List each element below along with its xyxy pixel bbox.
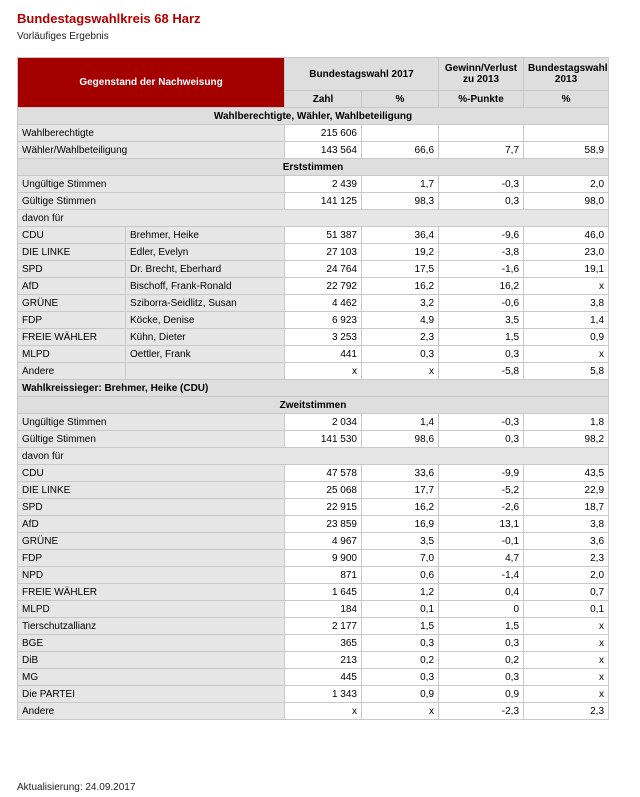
value-pct: 17,5 (362, 261, 439, 278)
value-pct2013: 1,8 (524, 414, 609, 431)
value-pct2013: 0,1 (524, 601, 609, 618)
party-name: Die PARTEI (18, 686, 285, 703)
row-label: Gültige Stimmen (18, 431, 285, 448)
party-name: FREIE WÄHLER (18, 329, 126, 346)
table-row (18, 703, 609, 720)
header-gewinn: Gewinn/Verlust zu 2013 (439, 58, 524, 91)
party-name: FDP (18, 312, 126, 329)
row-label: Wahlberechtigte (18, 125, 285, 142)
value-zahl: 24 764 (285, 261, 362, 278)
table-row (18, 635, 609, 652)
party-name: CDU (18, 227, 126, 244)
value-diff: -3,8 (439, 244, 524, 261)
party-name: SPD (18, 499, 285, 516)
value-zahl: 445 (285, 669, 362, 686)
table-row (18, 601, 609, 618)
value-zahl: x (285, 703, 362, 720)
value-zahl: 2 439 (285, 176, 362, 193)
value-pct2013: 98,2 (524, 431, 609, 448)
value-zahl: 27 103 (285, 244, 362, 261)
value-pct: 16,2 (362, 499, 439, 516)
party-name: MG (18, 669, 285, 686)
page-title: Bundestagswahlkreis 68 Harz (17, 11, 201, 26)
table-row (18, 686, 609, 703)
value-pct: 0,3 (362, 346, 439, 363)
table-row (18, 584, 609, 601)
value-zahl: 1 645 (285, 584, 362, 601)
value-zahl: 9 900 (285, 550, 362, 567)
value-pct2013: 5,8 (524, 363, 609, 380)
value-pct: 0,1 (362, 601, 439, 618)
table-row (18, 618, 609, 635)
table-row (18, 312, 609, 329)
value-pct: 36,4 (362, 227, 439, 244)
value-diff: -0,3 (439, 414, 524, 431)
value-pct: 1,4 (362, 414, 439, 431)
candidate-name: Sziborra-Seidlitz, Susan (126, 295, 285, 312)
value-diff: 0,4 (439, 584, 524, 601)
value-diff: 1,5 (439, 618, 524, 635)
header-bw2013: Bundestagswahl 2013 (524, 58, 609, 91)
value-diff: -5,2 (439, 482, 524, 499)
table-row (18, 516, 609, 533)
winner-row: Wahlkreissieger: Brehmer, Heike (CDU) (18, 380, 609, 397)
value-zahl: 51 387 (285, 227, 362, 244)
davon-label: davon für (18, 210, 609, 227)
value-pct2013: 1,4 (524, 312, 609, 329)
value-pct: 19,2 (362, 244, 439, 261)
value-pct2013: 3,6 (524, 533, 609, 550)
value-pct: 98,6 (362, 431, 439, 448)
party-name: DIE LINKE (18, 482, 285, 499)
value-pct: 2,3 (362, 329, 439, 346)
value-diff: 0,3 (439, 346, 524, 363)
value-pct2013: 2,0 (524, 176, 609, 193)
value-diff: -1,6 (439, 261, 524, 278)
value-pct: 7,0 (362, 550, 439, 567)
candidate-name: Bischoff, Frank-Ronald (126, 278, 285, 295)
value-pct2013: x (524, 278, 609, 295)
table-row (18, 652, 609, 669)
value-zahl: 141 530 (285, 431, 362, 448)
section-erststimmen: Erststimmen (18, 159, 609, 176)
value-diff: 7,7 (439, 142, 524, 159)
table-row (18, 567, 609, 584)
value-pct: x (362, 363, 439, 380)
value-pct: 4,9 (362, 312, 439, 329)
value-diff: -0,6 (439, 295, 524, 312)
value-diff: -2,6 (439, 499, 524, 516)
table-row (18, 346, 609, 363)
value-pct: 66,6 (362, 142, 439, 159)
results-table (17, 57, 609, 720)
section-row (18, 397, 609, 414)
value-diff: -0,1 (439, 533, 524, 550)
value-pct2013 (524, 125, 609, 142)
value-diff: 0,3 (439, 635, 524, 652)
table-row (18, 414, 609, 431)
value-diff: -5,8 (439, 363, 524, 380)
value-pct: x (362, 703, 439, 720)
header-pct2013: % (524, 91, 609, 108)
value-pct: 0,3 (362, 635, 439, 652)
party-name: FREIE WÄHLER (18, 584, 285, 601)
value-diff (439, 125, 524, 142)
party-name: Andere (18, 703, 285, 720)
value-pct2013: x (524, 346, 609, 363)
header-punkte: %-Punkte (439, 91, 524, 108)
party-name: FDP (18, 550, 285, 567)
table-row (18, 295, 609, 312)
section-wahlberechtigte: Wahlberechtigte, Wähler, Wahlbeteiligung (18, 108, 609, 125)
value-pct2013: x (524, 686, 609, 703)
value-pct: 0,3 (362, 669, 439, 686)
value-zahl: 4 967 (285, 533, 362, 550)
header-bw2017: Bundestagswahl 2017 (285, 58, 439, 91)
party-name: DIE LINKE (18, 244, 126, 261)
candidate-name: Kühn, Dieter (126, 329, 285, 346)
value-zahl: 213 (285, 652, 362, 669)
value-zahl: 2 034 (285, 414, 362, 431)
candidate-name: Oettler, Frank (126, 346, 285, 363)
row-label: Wähler/Wahlbeteiligung (18, 142, 285, 159)
table-row (18, 227, 609, 244)
value-zahl: x (285, 363, 362, 380)
table-row (18, 278, 609, 295)
value-pct2013: 98,0 (524, 193, 609, 210)
value-pct2013: 2,3 (524, 703, 609, 720)
section-zweitstimmen: Zweitstimmen (18, 397, 609, 414)
value-pct2013: 2,3 (524, 550, 609, 567)
update-footer: Aktualisierung: 24.09.2017 (17, 782, 136, 793)
party-name: DiB (18, 652, 285, 669)
value-diff: 0,9 (439, 686, 524, 703)
table-row (18, 244, 609, 261)
value-zahl: 22 792 (285, 278, 362, 295)
header-pct: % (362, 91, 439, 108)
value-pct2013: 43,5 (524, 465, 609, 482)
row-label: Ungültige Stimmen (18, 414, 285, 431)
value-pct2013: 0,7 (524, 584, 609, 601)
table-row (18, 261, 609, 278)
table-row (18, 465, 609, 482)
value-diff: 1,5 (439, 329, 524, 346)
value-diff: -9,6 (439, 227, 524, 244)
row-label: Gültige Stimmen (18, 193, 285, 210)
value-pct: 16,2 (362, 278, 439, 295)
party-name: NPD (18, 567, 285, 584)
table-row (18, 142, 609, 159)
value-diff: 0,3 (439, 431, 524, 448)
value-pct: 1,2 (362, 584, 439, 601)
candidate-name (126, 363, 285, 380)
party-name: CDU (18, 465, 285, 482)
value-pct2013: 3,8 (524, 516, 609, 533)
value-zahl: 3 253 (285, 329, 362, 346)
table-row (18, 176, 609, 193)
row-label: Ungültige Stimmen (18, 176, 285, 193)
party-name: MLPD (18, 601, 285, 618)
value-diff: 0,2 (439, 652, 524, 669)
value-zahl: 365 (285, 635, 362, 652)
value-diff: 13,1 (439, 516, 524, 533)
value-pct (362, 125, 439, 142)
value-diff: -9,9 (439, 465, 524, 482)
value-pct2013: 3,8 (524, 295, 609, 312)
table-row (18, 499, 609, 516)
value-zahl: 871 (285, 567, 362, 584)
candidate-name: Dr. Brecht, Eberhard (126, 261, 285, 278)
value-diff: 16,2 (439, 278, 524, 295)
table-row (18, 482, 609, 499)
value-zahl: 47 578 (285, 465, 362, 482)
party-name: AfD (18, 278, 126, 295)
value-diff: 0,3 (439, 669, 524, 686)
value-pct2013: x (524, 635, 609, 652)
table-row (18, 550, 609, 567)
value-zahl: 25 068 (285, 482, 362, 499)
party-name: AfD (18, 516, 285, 533)
section-row (18, 159, 609, 176)
value-diff: -1,4 (439, 567, 524, 584)
value-diff: -2,3 (439, 703, 524, 720)
value-pct2013: x (524, 652, 609, 669)
value-zahl: 441 (285, 346, 362, 363)
value-pct: 0,2 (362, 652, 439, 669)
table-row (18, 363, 609, 380)
value-pct: 0,6 (362, 567, 439, 584)
value-zahl: 2 177 (285, 618, 362, 635)
value-diff: -0,3 (439, 176, 524, 193)
section-row (18, 380, 609, 397)
value-pct: 3,5 (362, 533, 439, 550)
value-pct: 1,5 (362, 618, 439, 635)
value-pct: 16,9 (362, 516, 439, 533)
value-pct2013: 22,9 (524, 482, 609, 499)
value-zahl: 23 859 (285, 516, 362, 533)
value-zahl: 1 343 (285, 686, 362, 703)
section-row (18, 108, 609, 125)
value-pct: 3,2 (362, 295, 439, 312)
party-name: Tierschutzallianz (18, 618, 285, 635)
value-diff: 3,5 (439, 312, 524, 329)
value-pct2013: 58,9 (524, 142, 609, 159)
value-diff: 0,3 (439, 193, 524, 210)
value-zahl: 22 915 (285, 499, 362, 516)
value-zahl: 215 606 (285, 125, 362, 142)
value-zahl: 141 125 (285, 193, 362, 210)
value-pct2013: 46,0 (524, 227, 609, 244)
value-diff: 4,7 (439, 550, 524, 567)
davon-label: davon für (18, 448, 609, 465)
table-row (18, 431, 609, 448)
value-pct: 33,6 (362, 465, 439, 482)
value-zahl: 184 (285, 601, 362, 618)
party-name: GRÜNE (18, 533, 285, 550)
value-pct: 1,7 (362, 176, 439, 193)
value-zahl: 4 462 (285, 295, 362, 312)
header-gegenstand: Gegenstand der Nachweisung (18, 58, 285, 108)
table-row (18, 329, 609, 346)
value-pct2013: 23,0 (524, 244, 609, 261)
value-pct: 17,7 (362, 482, 439, 499)
davon-row (18, 210, 609, 227)
page-subtitle: Vorläufiges Ergebnis (17, 31, 109, 42)
value-diff: 0 (439, 601, 524, 618)
table-row (18, 669, 609, 686)
party-name: SPD (18, 261, 126, 278)
table-row (18, 125, 609, 142)
table-row (18, 193, 609, 210)
value-pct2013: 18,7 (524, 499, 609, 516)
party-name: GRÜNE (18, 295, 126, 312)
header-zahl: Zahl (285, 91, 362, 108)
value-pct2013: x (524, 669, 609, 686)
candidate-name: Köcke, Denise (126, 312, 285, 329)
value-zahl: 143 564 (285, 142, 362, 159)
value-pct2013: 2,0 (524, 567, 609, 584)
value-zahl: 6 923 (285, 312, 362, 329)
value-pct: 0,9 (362, 686, 439, 703)
party-name: Andere (18, 363, 126, 380)
table-row (18, 533, 609, 550)
value-pct2013: x (524, 618, 609, 635)
value-pct2013: 19,1 (524, 261, 609, 278)
party-name: BGE (18, 635, 285, 652)
value-pct2013: 0,9 (524, 329, 609, 346)
candidate-name: Brehmer, Heike (126, 227, 285, 244)
party-name: MLPD (18, 346, 126, 363)
davon-row (18, 448, 609, 465)
value-pct: 98,3 (362, 193, 439, 210)
candidate-name: Edler, Evelyn (126, 244, 285, 261)
